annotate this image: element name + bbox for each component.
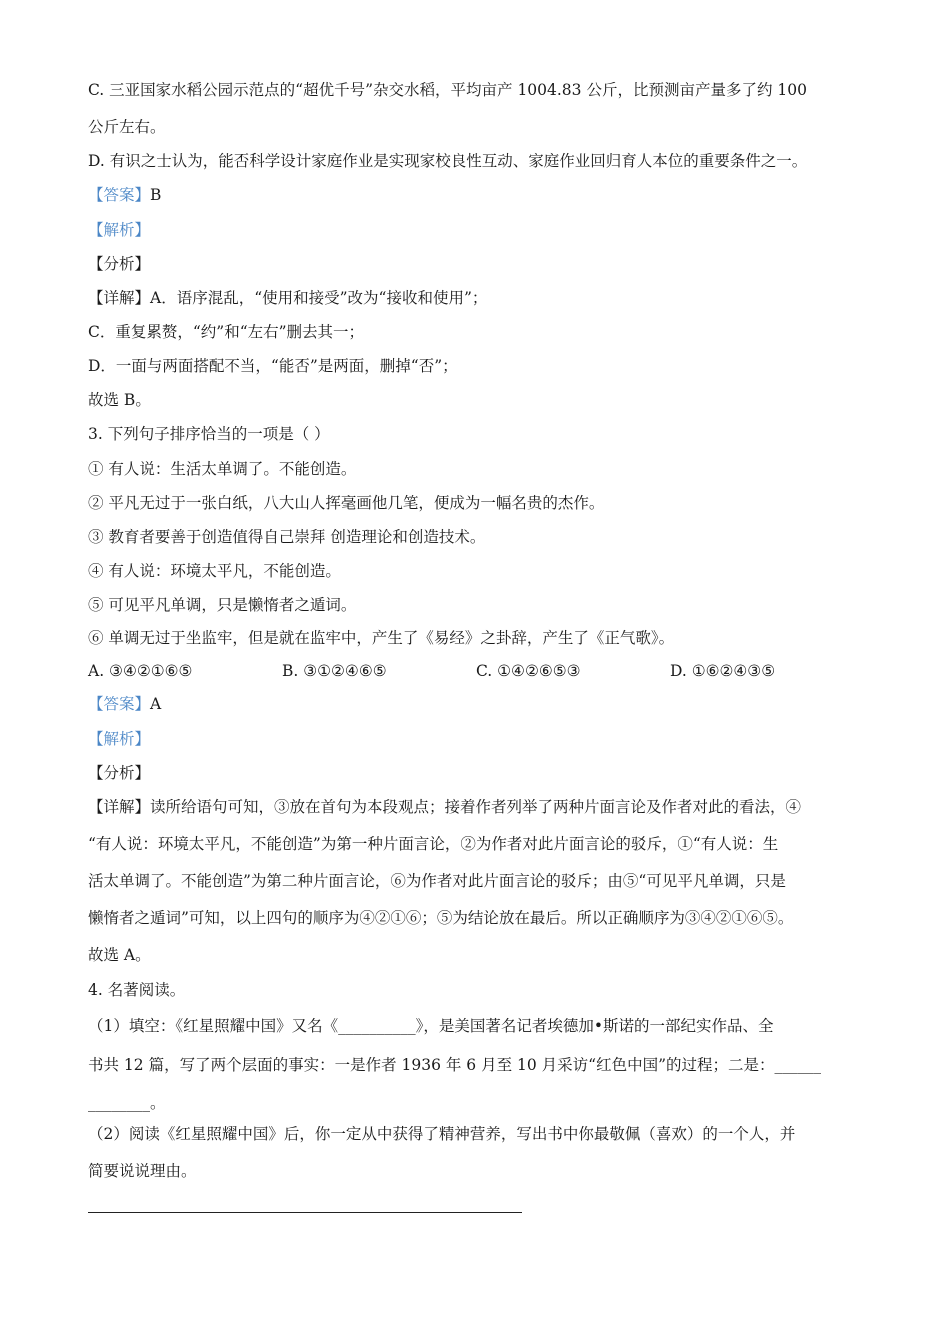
q2-answer (88, 185, 161, 205)
q2-detail-line2: C．重复累赘，“约”和“左右”删去其一； (88, 323, 365, 341)
q2-option-c-line2: 公斤左右。 (88, 118, 166, 136)
q4-part2-line2: 简要说说理由。 (88, 1162, 197, 1180)
q3-detail-line5: 故选 A。 (88, 946, 151, 964)
q2-fenxi-tag: 【分析】 (88, 255, 151, 273)
q3-sentence-6: ⑥ 单调无过于坐监牢，但是就在监牢中，产生了《易经》之卦辞，产生了《正气歌》。 (88, 629, 675, 647)
q3-detail-line2: “有人说：环境太平凡，不能创造”为第一种片面言论，②为作者对此片面言论的驳斥，①“有人说：生 (88, 835, 779, 853)
answer-value: A (150, 695, 162, 713)
q4-part2-line1: （2）阅读《红星照耀中国》后，你一定从中获得了精神营养，写出书中你最敬佩（喜欢）的一个人，并 (88, 1125, 796, 1143)
q4-part1-line1: （1）填空：《红星照耀中国》又名《__________》，是美国著名记者埃德加•斯诺的一部纪实作品、全 (88, 1017, 774, 1035)
q3-option-a: A. ③④②①⑥⑤ (88, 662, 193, 680)
q2-option-d: D. 有识之士认为，能否科学设计家庭作业是实现家校良性互动、家庭作业回归育人本位的重要条件之一。 (88, 152, 808, 170)
q3-sentence-2: ② 平凡无过于一张白纸，八大山人挥毫画他几笔，便成为一幅名贵的杰作。 (88, 494, 605, 512)
q2-jiexi-tag: 【解析】 (88, 221, 151, 239)
q3-answer (88, 694, 161, 714)
q3-options (88, 661, 775, 681)
q4-part1-line2: 书共 12 篇，写了两个层面的事实：一是作者 1936 年 6 月至 10 月采访“红色中国”的过程；二是：______ (88, 1056, 822, 1074)
answer-blank-line (88, 1212, 522, 1213)
q3-fenxi-tag: 【分析】 (88, 764, 151, 782)
q3-option-d: D. ①⑥②④③⑤ (670, 662, 776, 680)
answer-tag: 【答案】 (88, 186, 151, 204)
answer-tag: 【答案】 (88, 695, 151, 713)
q3-sentence-3: ③ 教育者要善于创造值得自己崇拜 创造理论和创造技术。 (88, 528, 486, 546)
q4-part1-line3: ________。 (88, 1094, 166, 1112)
q3-option-c: C. ①④②⑥⑤③ (476, 662, 581, 680)
q3-sentence-4: ④ 有人说：环境太平凡，不能创造。 (88, 562, 341, 580)
q3-detail-line4: 懒惰者之遁词”可知，以上四句的顺序为④②①⑥；⑤为结论放在最后。所以正确顺序为③④②①⑥⑤。 (88, 909, 794, 927)
q4-stem: 4. 名著阅读。 (88, 981, 186, 999)
q3-sentence-1: ① 有人说：生活太单调了。不能创造。 (88, 460, 357, 478)
q3-sentence-5: ⑤ 可见平凡单调，只是懒惰者之遁词。 (88, 596, 357, 614)
q2-detail-line3: D．一面与两面搭配不当，“能否”是两面，删掉“否”； (88, 357, 458, 375)
q3-jiexi-tag: 【解析】 (88, 730, 151, 748)
q3-option-b: B. ③①②④⑥⑤ (282, 662, 387, 680)
q2-detail-line4: 故选 B。 (88, 391, 151, 409)
q3-detail-line3: 活太单调了。不能创造”为第二种片面言论，⑥为作者对此片面言论的驳斥；由⑤“可见平凡单调，只是 (88, 872, 786, 890)
answer-value: B (150, 186, 162, 204)
q3-detail-line1: 【详解】读所给语句可知，③放在首句为本段观点；接着作者列举了两种片面言论及作者对此的看法，④ (88, 798, 802, 816)
q2-option-c-line1: C. 三亚国家水稻公园示范点的“超优千号”杂交水稻，平均亩产 1004.83 公斤，比预测亩产量多了约 100 (88, 81, 807, 99)
q3-stem: 3. 下列句子排序恰当的一项是（ ） (88, 425, 330, 443)
q2-detail-line1: 【详解】A．语序混乱，“使用和接受”改为“接收和使用”； (88, 289, 488, 307)
